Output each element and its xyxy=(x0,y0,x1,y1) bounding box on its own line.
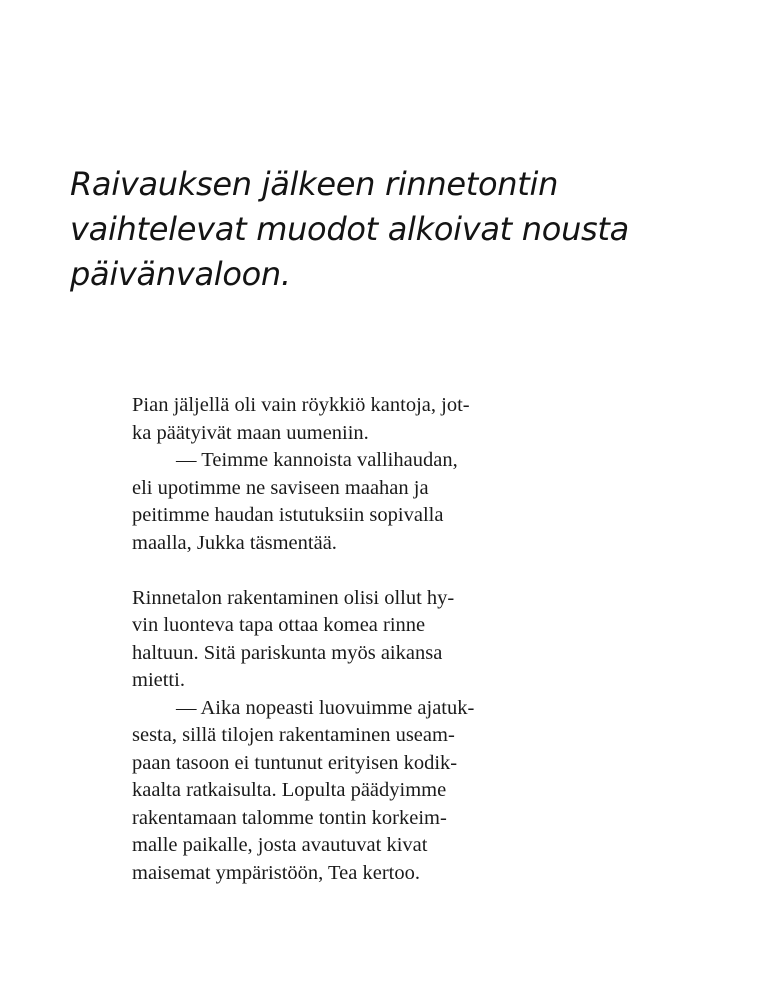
text-line: vin luonteva tapa ottaa komea rinne xyxy=(132,614,426,636)
text-line: kaalta ratkaisulta. Lopulta päädyimme xyxy=(132,779,447,801)
text-line: haltuun. Sitä pariskunta myös aikansa xyxy=(132,641,443,664)
text-line: rakentamaan talomme tontin korkeim- xyxy=(132,806,447,829)
text-line: — Aika nopeasti luovuimme ajatuk- xyxy=(176,696,475,719)
text-line: maisemat ympäristöön, Tea kertoo. xyxy=(132,861,420,884)
paragraph-spacer xyxy=(132,557,552,585)
text-line: maalla, Jukka täsmentää. xyxy=(132,531,337,554)
text-line: sesta, sillä tilojen rakentaminen useam- xyxy=(132,724,455,746)
pull-quote-line: päivänvaloon. xyxy=(70,255,291,293)
pull-quote-line: Raivauksen jälkeen rinnetontin xyxy=(70,165,559,203)
text-line: — Teimme kannoista vallihaudan, xyxy=(176,449,458,471)
text-line: mietti. xyxy=(132,669,185,691)
text-line: ka päätyivät maan uumeniin. xyxy=(132,421,369,444)
text-line: Rinnetalon rakentaminen olisi ollut hy- xyxy=(132,586,455,609)
pull-quote xyxy=(70,162,750,297)
text-line: Pian jäljellä oli vain röykkiö kantoja, jot- xyxy=(132,394,470,416)
text-line: peitimme haudan istutuksiin sopivalla xyxy=(132,504,444,526)
article-body xyxy=(132,392,552,887)
text-line: malle paikalle, josta avautuvat kivat xyxy=(132,834,428,856)
paragraph-3 xyxy=(132,585,552,695)
text-line: paan tasoon ei tuntunut erityisen kodik- xyxy=(132,751,458,774)
paragraph-1 xyxy=(132,392,552,447)
paragraph-2-quote xyxy=(132,447,552,557)
text-line: eli upotimme ne saviseen maahan ja xyxy=(132,476,429,499)
pull-quote-line: vaihtelevat muodot alkoivat nousta xyxy=(70,210,629,248)
paragraph-4-quote xyxy=(132,695,552,888)
